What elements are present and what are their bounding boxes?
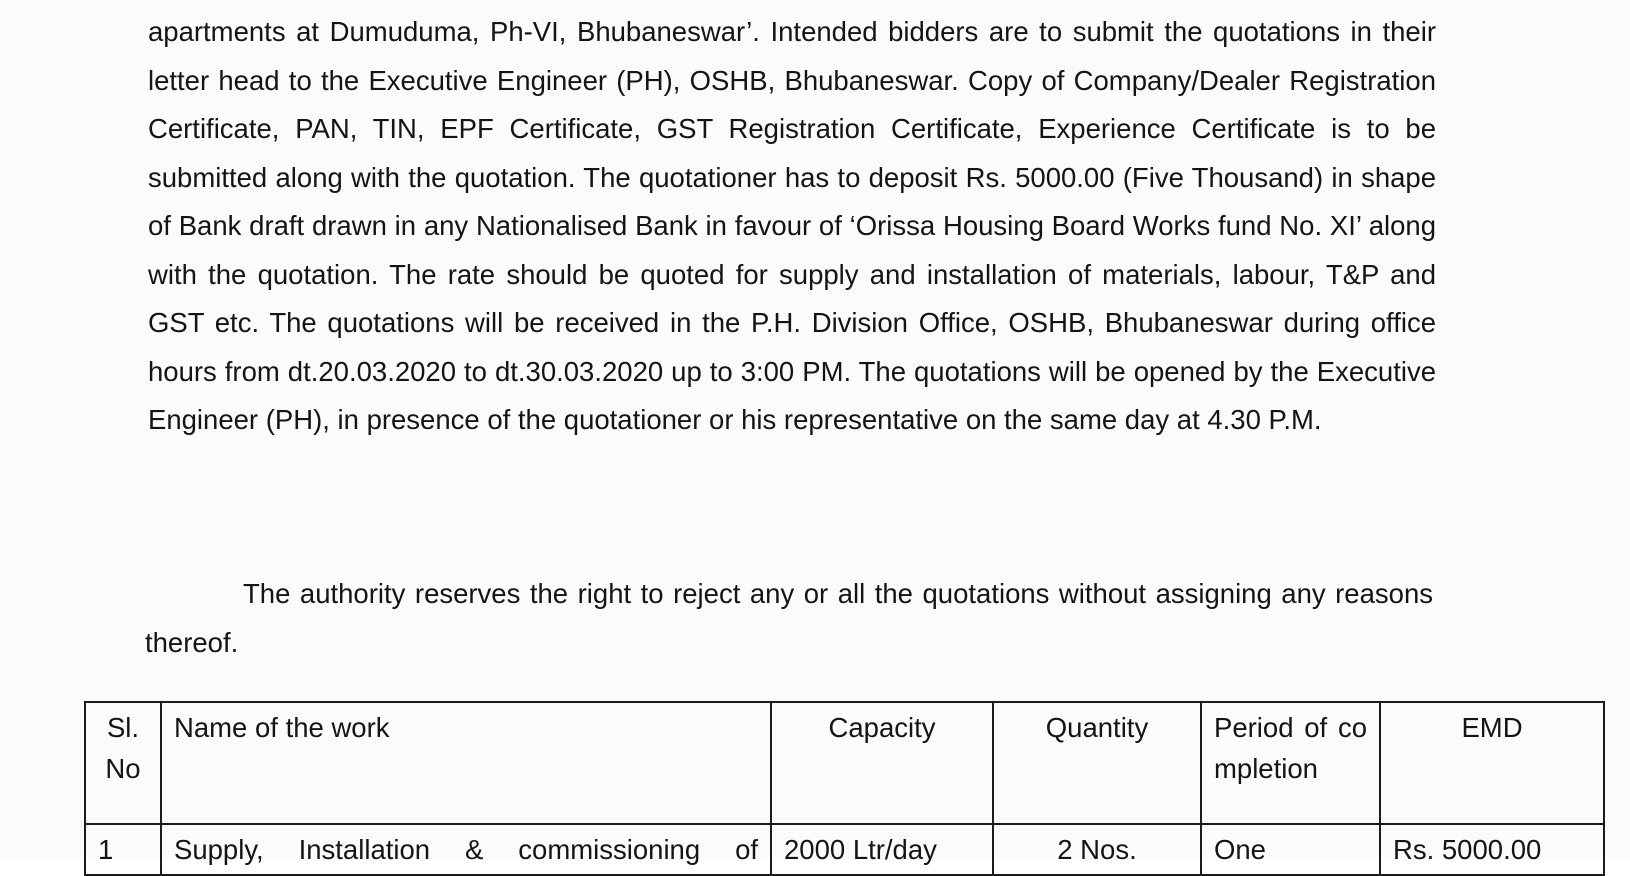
header-capacity: Capacity — [771, 702, 993, 824]
header-period-of-completion: Period of completion — [1201, 702, 1380, 824]
header-quantity: Quantity — [993, 702, 1201, 824]
tender-conditions-paragraph: apartments at Dumuduma, Ph-VI, Bhubaneswar’. Intended bidders are to submit the quotations in their letter head to the Executive Engineer (PH), OSHB, Bhubaneswar. Copy of Company/Dealer Registration Certificate, PAN, TIN, EPF Certificate, GST Registration Certificate, Experience Certificate is to be submitted along with the quotation. The quotationer has to deposit Rs. 5000.00 (Five Thousand) in shape of Bank draft drawn in any Nationalised Bank in favour of ‘Orissa Housing Board Works fund No. XI’ along with the quotation. The rate should be quoted for supply and installation of materials, labour, T&P and GST etc. The quotations will be received in the P.H. Division Office, OSHB, Bhubaneswar during office hours from dt.20.03.2020 to dt.30.03.2020 up to 3:00 PM. The quotations will be opened by the Executive Engineer (PH), in presence of the quotationer or his representative on the same day at 4.30 P.M. — [148, 16, 1436, 435]
table-header-row — [85, 702, 1604, 824]
cell-quantity: 2 Nos. — [993, 824, 1201, 875]
header-emd: EMD — [1380, 702, 1604, 824]
cell-capacity: 2000 Ltr/day — [771, 824, 993, 875]
header-sl-no: Sl. No — [85, 702, 161, 824]
authority-reservation-paragraph: The authority reserves the right to reject any or all the quotations without assigning any reasons thereof. — [145, 578, 1433, 658]
cell-period-of-completion: One — [1201, 824, 1380, 875]
works-table — [84, 701, 1605, 876]
cell-name-of-work: Supply, Installation & commissioning of — [161, 824, 771, 875]
table-row — [85, 824, 1604, 875]
cell-emd: Rs. 5000.00 — [1380, 824, 1604, 875]
cell-sl-no: 1 — [85, 824, 161, 875]
header-name-of-work: Name of the work — [161, 702, 771, 824]
